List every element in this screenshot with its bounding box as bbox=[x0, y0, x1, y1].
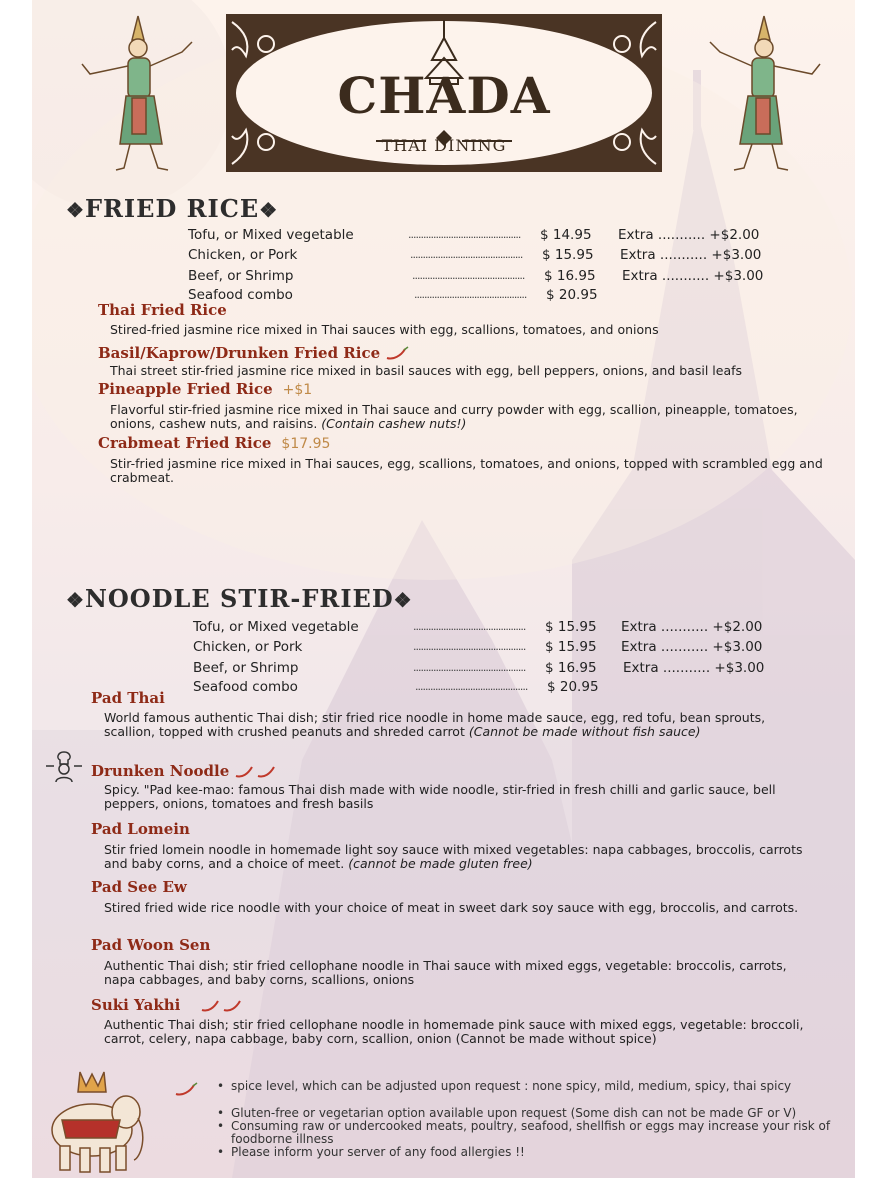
price-value: $ 15.95 bbox=[542, 247, 594, 263]
dish-description bbox=[104, 711, 804, 739]
chili-icon bbox=[234, 764, 278, 780]
price-name: Tofu, or Mixed vegetable bbox=[193, 619, 359, 635]
dancer-icon bbox=[700, 14, 830, 178]
desc-text: World famous authentic Thai dish; stir fried rice noodle in home made sauce, egg, red tofu, bean sprouts, scallion, topped with crushed peanuts and shreded carrot bbox=[104, 710, 766, 739]
section-title-text: NOODLE STIR-FRIED bbox=[84, 584, 394, 613]
dish-name: Pad See Ew bbox=[91, 878, 187, 896]
price-row bbox=[193, 678, 793, 696]
section-title-noodle bbox=[66, 584, 413, 613]
dot-leader: ............................................. bbox=[412, 269, 525, 282]
dish-title bbox=[98, 434, 330, 452]
price-row bbox=[188, 267, 788, 285]
chef-icon bbox=[44, 750, 84, 784]
dot-leader: ............................................. bbox=[414, 288, 527, 301]
brand-subtitle: THAI DINING bbox=[381, 136, 507, 155]
dot-leader: ............................................. bbox=[413, 661, 526, 674]
chili-icon bbox=[174, 1082, 200, 1098]
price-row bbox=[193, 638, 793, 656]
dish-title bbox=[91, 878, 187, 896]
dish-extra-price: $17.95 bbox=[281, 436, 331, 452]
price-value: $ 14.95 bbox=[540, 227, 592, 243]
menu-page bbox=[32, 0, 855, 1178]
dish-name: Pineapple Fried Rice bbox=[98, 380, 273, 398]
dot-leader: ............................................. bbox=[415, 680, 528, 693]
dot-leader: ............................................. bbox=[408, 228, 521, 241]
desc-text: Stired-fried jasmine rice mixed in Thai sauces with egg, scallions, tomatoes, and onions bbox=[110, 322, 659, 337]
note-item: • Consuming raw or undercooked meats, poultry, seafood, shellfish or eggs may increase your risk of foodborne illness bbox=[217, 1120, 847, 1146]
price-name: Chicken, or Pork bbox=[193, 639, 303, 655]
dish-title bbox=[98, 301, 227, 319]
desc-text: Authentic Thai dish; stir fried cellophane noodle in homemade pink sauce with mixed eggs, vegetable: broccoli, carrot, celery, napa cabbage, baby corn, scallion, onion (Cannot be made without spice) bbox=[104, 1017, 804, 1046]
desc-text: Flavorful stir-fried jasmine rice mixed in Thai sauce and curry powder with egg, scallion, pineapple, tomatoes, onions, cashew nuts, and raisins. bbox=[110, 402, 798, 431]
price-value: $ 20.95 bbox=[546, 287, 598, 303]
section-title-text: FRIED RICE bbox=[84, 194, 260, 223]
diamond-ornament-icon: ❖ bbox=[393, 588, 413, 612]
dish-description bbox=[110, 364, 830, 378]
notes-list bbox=[217, 1080, 847, 1159]
desc-text: Stired fried wide rice noodle with your choice of meat in sweet dark soy sauce with egg, broccolis, and carrots. bbox=[104, 900, 799, 915]
desc-note: (Contain cashew nuts!) bbox=[321, 416, 467, 431]
note-spacer bbox=[217, 1093, 847, 1107]
dish-name: Thai Fried Rice bbox=[98, 301, 227, 319]
dish-title bbox=[91, 936, 210, 954]
dish-name: Suki Yakhi bbox=[91, 996, 181, 1014]
price-row bbox=[193, 618, 793, 636]
price-value: $ 16.95 bbox=[545, 660, 597, 676]
note-item: • Please inform your server of any food allergies !! bbox=[217, 1146, 847, 1159]
desc-note: (Cannot be made without fish sauce) bbox=[468, 724, 701, 739]
brand-name: CHADA bbox=[337, 66, 551, 125]
desc-text: Stir-fried jasmine rice mixed in Thai sauces, egg, scallions, tomatoes, and onions, topped with scrambled egg and crabmeat. bbox=[110, 456, 823, 485]
dish-description bbox=[110, 323, 830, 337]
chili-icon bbox=[385, 346, 409, 362]
dish-title bbox=[98, 380, 312, 398]
elephant-icon bbox=[40, 1068, 150, 1176]
dish-name: Pad Thai bbox=[91, 689, 165, 707]
dish-title bbox=[91, 996, 246, 1014]
diamond-ornament-icon: ❖ bbox=[66, 588, 85, 612]
dot-leader: ............................................. bbox=[413, 640, 526, 653]
dish-name: Crabmeat Fried Rice bbox=[98, 434, 272, 452]
dish-title bbox=[91, 762, 278, 780]
price-name: Beef, or Shrimp bbox=[188, 268, 294, 284]
dish-extra-price: +$1 bbox=[282, 382, 313, 398]
dish-title bbox=[98, 344, 409, 362]
dish-name: Pad Woon Sen bbox=[91, 936, 211, 954]
dish-description bbox=[104, 783, 824, 811]
price-extra: Extra ........... +$2.00 bbox=[618, 227, 760, 243]
diamond-ornament-icon: ❖ bbox=[66, 198, 85, 222]
desc-text: Thai street stir-fried jasmine rice mixed in basil sauces with egg, bell peppers, onions, and basil leafs bbox=[110, 363, 743, 378]
desc-text: Spicy. "Pad kee-mao: famous Thai dish made with wide noodle, stir-fried in fresh chilli and garlic sauce, bell peppers, onions, tomatoes and fresh basils bbox=[104, 782, 776, 811]
price-name: Tofu, or Mixed vegetable bbox=[188, 227, 354, 243]
dish-description bbox=[110, 457, 826, 485]
price-row bbox=[193, 659, 793, 677]
chili-icon bbox=[200, 998, 246, 1014]
price-extra: Extra ........... +$3.00 bbox=[623, 660, 765, 676]
price-name: Chicken, or Pork bbox=[188, 247, 298, 263]
price-value: $ 15.95 bbox=[545, 619, 597, 635]
price-extra: Extra ........... +$2.00 bbox=[621, 619, 763, 635]
price-row bbox=[188, 286, 788, 304]
dish-title bbox=[91, 820, 190, 838]
dish-description bbox=[104, 843, 824, 871]
dot-leader: ............................................. bbox=[410, 248, 523, 261]
price-extra: Extra ........... +$3.00 bbox=[621, 639, 763, 655]
section-title-fried-rice bbox=[66, 194, 278, 223]
price-name: Seafood combo bbox=[193, 679, 298, 695]
price-value: $ 20.95 bbox=[547, 679, 599, 695]
price-extra: Extra ........... +$3.00 bbox=[622, 268, 764, 284]
dish-title bbox=[91, 689, 165, 707]
desc-text: Stir fried lomein noodle in homemade light soy sauce with mixed vegetables: napa cabbages, broccolis, carrots and baby corns, and a choice of meet. bbox=[104, 842, 803, 871]
note-item: • Gluten-free or vegetarian option available upon request (Some dish can not be made GF or V) bbox=[217, 1107, 847, 1120]
price-value: $ 15.95 bbox=[545, 639, 597, 655]
price-value: $ 16.95 bbox=[544, 268, 596, 284]
dish-description bbox=[104, 1018, 824, 1046]
dancer-icon bbox=[72, 14, 202, 178]
desc-text: Authentic Thai dish; stir fried cellophane noodle in Thai sauce with mixed eggs, vegetable: broccolis, carrots, napa cabbages, and baby corns, scallions, onions bbox=[104, 958, 787, 987]
price-name: Beef, or Shrimp bbox=[193, 660, 299, 676]
price-row bbox=[188, 246, 788, 264]
dish-description bbox=[104, 959, 820, 987]
dish-description bbox=[110, 403, 820, 431]
price-name: Seafood combo bbox=[188, 287, 293, 303]
price-row bbox=[188, 226, 788, 244]
desc-note: (cannot be made gluten free) bbox=[348, 856, 533, 871]
dish-description bbox=[104, 901, 804, 915]
dot-leader: ............................................. bbox=[413, 620, 526, 633]
dish-name: Drunken Noodle bbox=[91, 762, 230, 780]
dish-name: Basil/Kaprow/Drunken Fried Rice bbox=[98, 344, 381, 362]
price-extra: Extra ........... +$3.00 bbox=[620, 247, 762, 263]
note-item: • spice level, which can be adjusted upon request : none spicy, mild, medium, spicy, thai spicy bbox=[217, 1080, 847, 1093]
dish-name: Pad Lomein bbox=[91, 820, 190, 838]
diamond-ornament-icon: ❖ bbox=[259, 198, 279, 222]
